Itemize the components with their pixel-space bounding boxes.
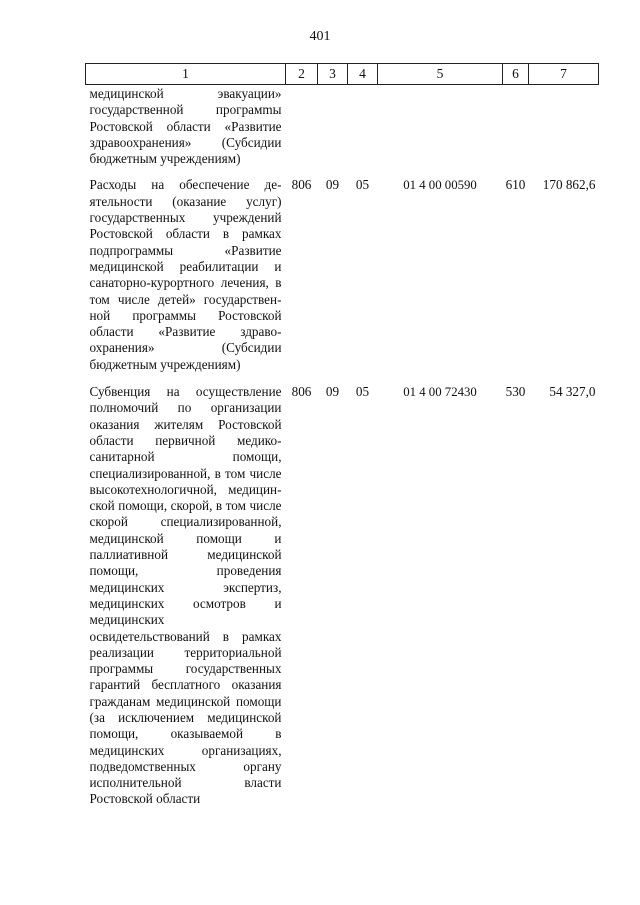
- cell-target-article: 01 4 00 72430: [403, 385, 477, 400]
- cell-expense-type: 530: [505, 384, 526, 400]
- cell-subsection: 05: [355, 384, 370, 400]
- column-header: 2: [286, 64, 318, 85]
- column-header: 7: [529, 64, 599, 85]
- cell-subsection: [348, 85, 378, 178]
- cell-target-article: 01 4 00 00590: [403, 178, 477, 193]
- cell-ministry-code: 806: [291, 384, 312, 400]
- row-description: медицинской эвакуации» государственной програмmы Ростовской области «Развитие здравоохранения» (Субсидии бюджетным учреждениям): [89, 86, 282, 167]
- cell-amount: 54 327,0: [549, 384, 596, 400]
- header-row: [86, 64, 599, 85]
- cell-section: 09: [325, 384, 340, 400]
- column-header: 3: [318, 64, 348, 85]
- cell-subsection: 05: [355, 177, 370, 193]
- cell-ministry-code: 806: [291, 177, 312, 193]
- table-row: [86, 85, 599, 178]
- page-number: 401: [309, 29, 331, 44]
- cell-target-article: [378, 85, 503, 178]
- column-header: 4: [348, 64, 378, 85]
- cell-expense-type: [503, 85, 529, 178]
- cell-amount: [529, 85, 599, 178]
- column-header: 5: [378, 64, 503, 85]
- table-row: [86, 177, 599, 384]
- cell-section: [318, 85, 348, 178]
- cell-amount: 170 862,6: [542, 177, 596, 193]
- column-header: 1: [86, 64, 286, 85]
- row-description: Расходы на обеспечение деятельности (оказание услуг) государственных учреждений Ростовской области в рамках подпрограммы «Развитие медицинской реабилитации и санаторно-курортного лечения, в том числе детей» государственной программы Ростовской области «Развитие здравоохранения» (Субсидии бюджетным учреждениям): [89, 177, 282, 372]
- budget-table: [85, 63, 599, 819]
- column-header: 6: [503, 64, 529, 85]
- cell-expense-type: 610: [505, 177, 526, 193]
- cell-ministry-code: [286, 85, 318, 178]
- cell-section: 09: [325, 177, 340, 193]
- row-description: Субвенция на осуществление полномочий по организации оказания жителям Ростовской области первичной медико-санитарной помощи, специализированной, в том числе высокотехнологичной, медицинской помощи, скорой, в том числе скорой специализированной, медицинской помощи и паллиативной медицинской помощи, проведения медицинских экспертиз, медицинских осмотров и медицинских освидетельствований в рамках реализации территориальной программы государственных гарантий бесплатного оказания гражданам медицинской помощи (за исключением медицинской помощи, оказываемой в медицинских организациях, подведомственных органу исполнительной власти Ростовской области: [89, 384, 282, 807]
- table-row: [86, 384, 599, 819]
